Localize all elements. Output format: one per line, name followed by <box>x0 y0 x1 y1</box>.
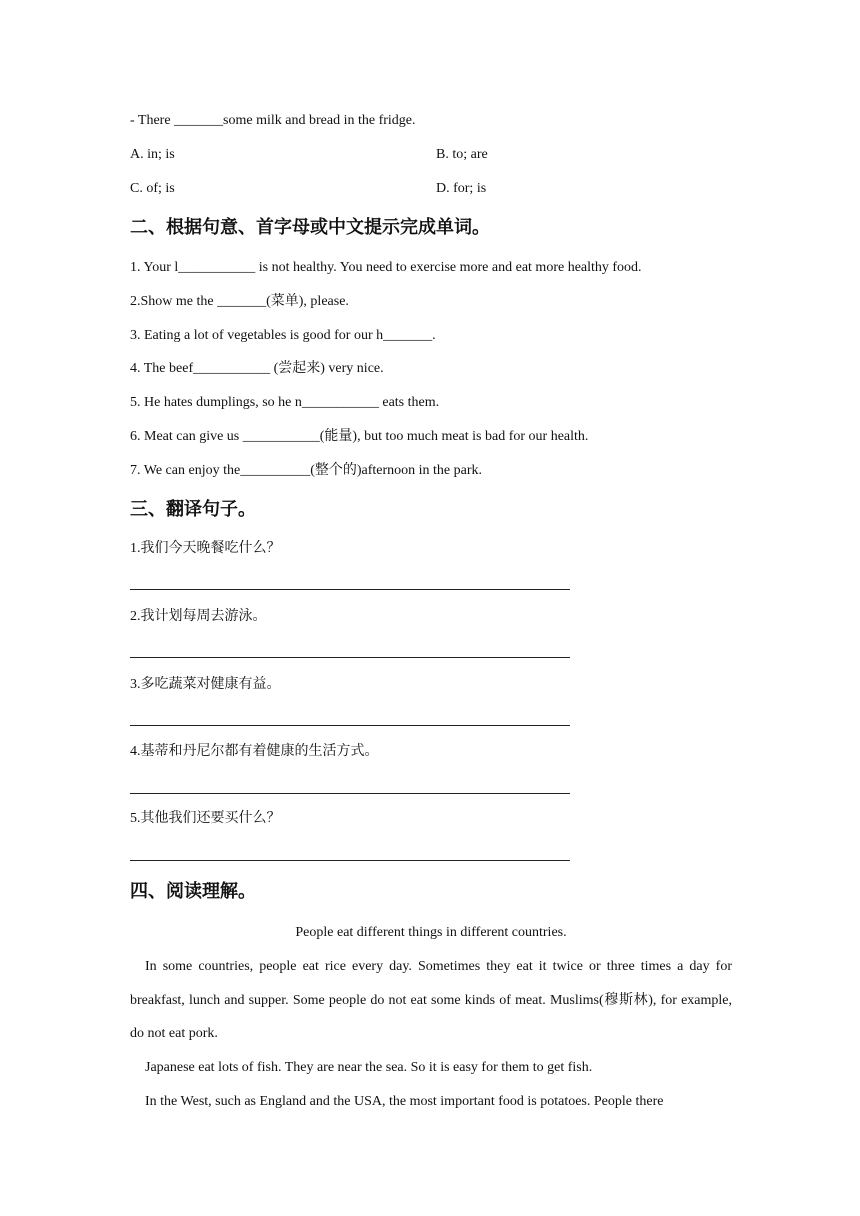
section2-item-6: 6. Meat can give us ___________(能量), but too much meat is bad for our health. <box>130 429 589 444</box>
section2-item-2: 2.Show me the _______(菜单), please. <box>130 294 349 309</box>
reading-title: People eat different things in different countries. <box>295 925 567 940</box>
answer-line-4[interactable] <box>130 793 570 794</box>
reading-paragraph-1: In some countries, people eat rice every day. Sometimes they eat it twice or three times a day for breakfast, lunch and supper. Some people do not eat some kinds of meat. Muslims(穆斯林), for example, do not eat pork. <box>130 959 732 1041</box>
section2-item-1: 1. Your l___________ is not healthy. You need to exercise more and eat more healthy food. <box>130 260 642 275</box>
section3-item-1: 1.我们今天晚餐吃什么？ <box>130 541 281 556</box>
mcq-option-b: B. to; are <box>436 147 488 162</box>
section4-heading: 四、阅读理解。 <box>130 881 256 902</box>
reading-paragraph-2: Japanese eat lots of fish. They are near the sea. So it is easy for them to get fish. <box>145 1060 593 1075</box>
answer-line-5[interactable] <box>130 860 570 861</box>
mcq-option-c: C. of; is <box>130 181 175 196</box>
section2-item-3: 3. Eating a lot of vegetables is good for our h_______. <box>130 328 436 343</box>
answer-line-1[interactable] <box>130 589 570 590</box>
mcq-option-d: D. for; is <box>436 181 487 196</box>
reading-paragraph-3: In the West, such as England and the USA, the most important food is potatoes. People there <box>145 1094 664 1109</box>
section3-item-3: 3.多吃蔬菜对健康有益。 <box>130 677 281 692</box>
section2-heading: 二、根据句意、首字母或中文提示完成单词。 <box>130 217 490 238</box>
mcq-stem: - There _______some milk and bread in the fridge. <box>130 113 416 128</box>
section3-heading: 三、翻译句子。 <box>130 499 256 520</box>
section3-item-4: 4.基蒂和丹尼尔都有着健康的生活方式。 <box>130 744 379 759</box>
answer-line-2[interactable] <box>130 657 570 658</box>
section2-item-7: 7. We can enjoy the__________(整个的)afternoon in the park. <box>130 463 483 478</box>
answer-line-3[interactable] <box>130 725 570 726</box>
section3-item-2: 2.我计划每周去游泳。 <box>130 609 267 624</box>
section3-item-5: 5.其他我们还要买什么？ <box>130 811 281 826</box>
section2-item-5: 5. He hates dumplings, so he n___________ eats them. <box>130 395 440 410</box>
section2-item-4: 4. The beef___________ (尝起来) very nice. <box>130 361 384 376</box>
mcq-option-a: A. in; is <box>130 147 175 162</box>
